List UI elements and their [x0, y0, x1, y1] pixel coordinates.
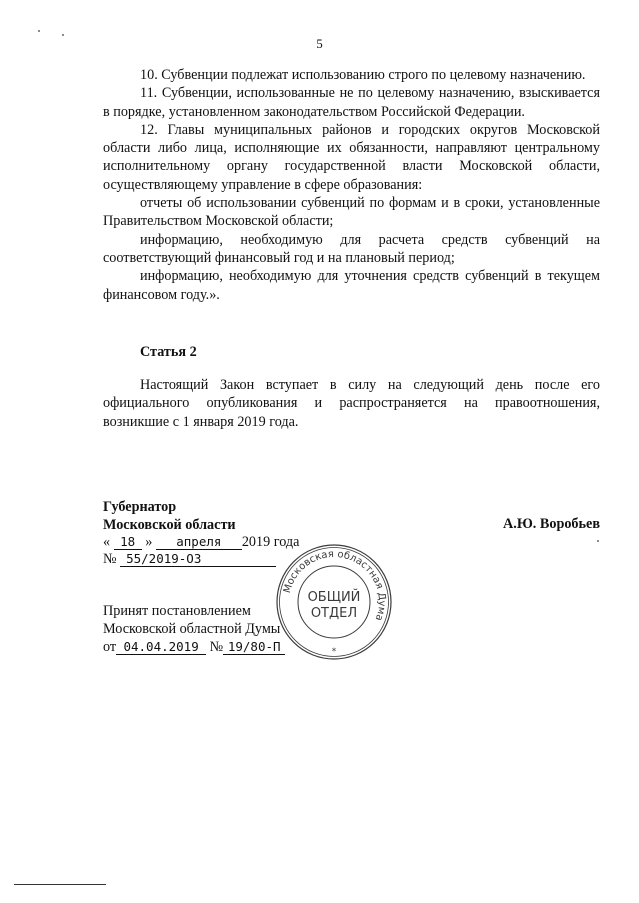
paragraph-info-adjust: информацию, необходимую для уточнения средств субвенций в текущем финансовом году.».: [103, 268, 600, 303]
adoption-block: [103, 602, 280, 639]
paragraph-reports: отчеты об использовании субвенций по формам и в сроки, установленные Правительством Московской области;: [103, 195, 600, 230]
paragraph-info-calc: информацию, необходимую для расчета средств субвенций на соответствующий финансовый год и на плановый период;: [103, 231, 600, 266]
page-number: 5: [316, 36, 323, 51]
scan-speck: [597, 540, 599, 542]
office-stamp: [275, 543, 393, 661]
signing-date: [103, 534, 299, 551]
adoption-date-prefix: от: [103, 639, 117, 655]
signatory-title: [103, 498, 236, 535]
article-text: Настоящий Закон вступает в силу на следующий день после его официального опубликования и распространяется на правоотношения, возникшие с 1 января 2019 года.: [103, 377, 600, 430]
footer-rule: [14, 884, 106, 885]
date-close-quote: »: [145, 534, 153, 550]
adoption-line2: Московской областной Думы: [103, 621, 281, 638]
date-open-quote: «: [103, 534, 111, 550]
law-number-value: 55/2019-ОЗ: [120, 552, 276, 567]
signatory-title-line1: Губернатор: [103, 499, 177, 515]
law-text: [103, 66, 600, 304]
paragraph-11: 11. Субвенции, использованные не по целевому назначению, взыскивается в порядке, установленном законодательством Российской Федерации.: [103, 85, 600, 120]
paragraph-10: 10. Субвенции подлежат использованию строго по целевому назначению.: [140, 67, 586, 83]
date-month: апреля: [156, 535, 242, 550]
date-day: 18: [114, 535, 142, 550]
signatory-name: А.Ю. Воробьев: [503, 516, 600, 532]
number-sign: №: [103, 551, 117, 567]
stamp-star: *: [331, 647, 337, 657]
adoption-reference: [103, 639, 285, 656]
article-heading: Статья 2: [140, 344, 197, 360]
adoption-number: 19/80-П: [223, 640, 285, 655]
paragraph-12: 12. Главы муниципальных районов и городских округов Московской области либо лица, исполняющие их обязанности, направляют центральному исполнительному органу государственной власти Московской области, осуществляющему управление в сфере образования:: [103, 121, 600, 193]
signatory-title-line2: Московской области: [103, 517, 236, 534]
stamp-center-line1: ОБЩИЙ: [307, 590, 361, 605]
adoption-number-sign: №: [209, 639, 224, 655]
date-year: 2019 года: [241, 534, 300, 550]
law-number: [103, 551, 276, 568]
adoption-line1: Принят постановлением: [103, 603, 251, 619]
scan-speck: [38, 30, 40, 32]
stamp-center-line2: ОТДЕЛ: [310, 606, 358, 621]
adoption-date: 04.04.2019: [116, 640, 206, 655]
stamp-ring-text: Московская областная Дума: [281, 548, 388, 623]
